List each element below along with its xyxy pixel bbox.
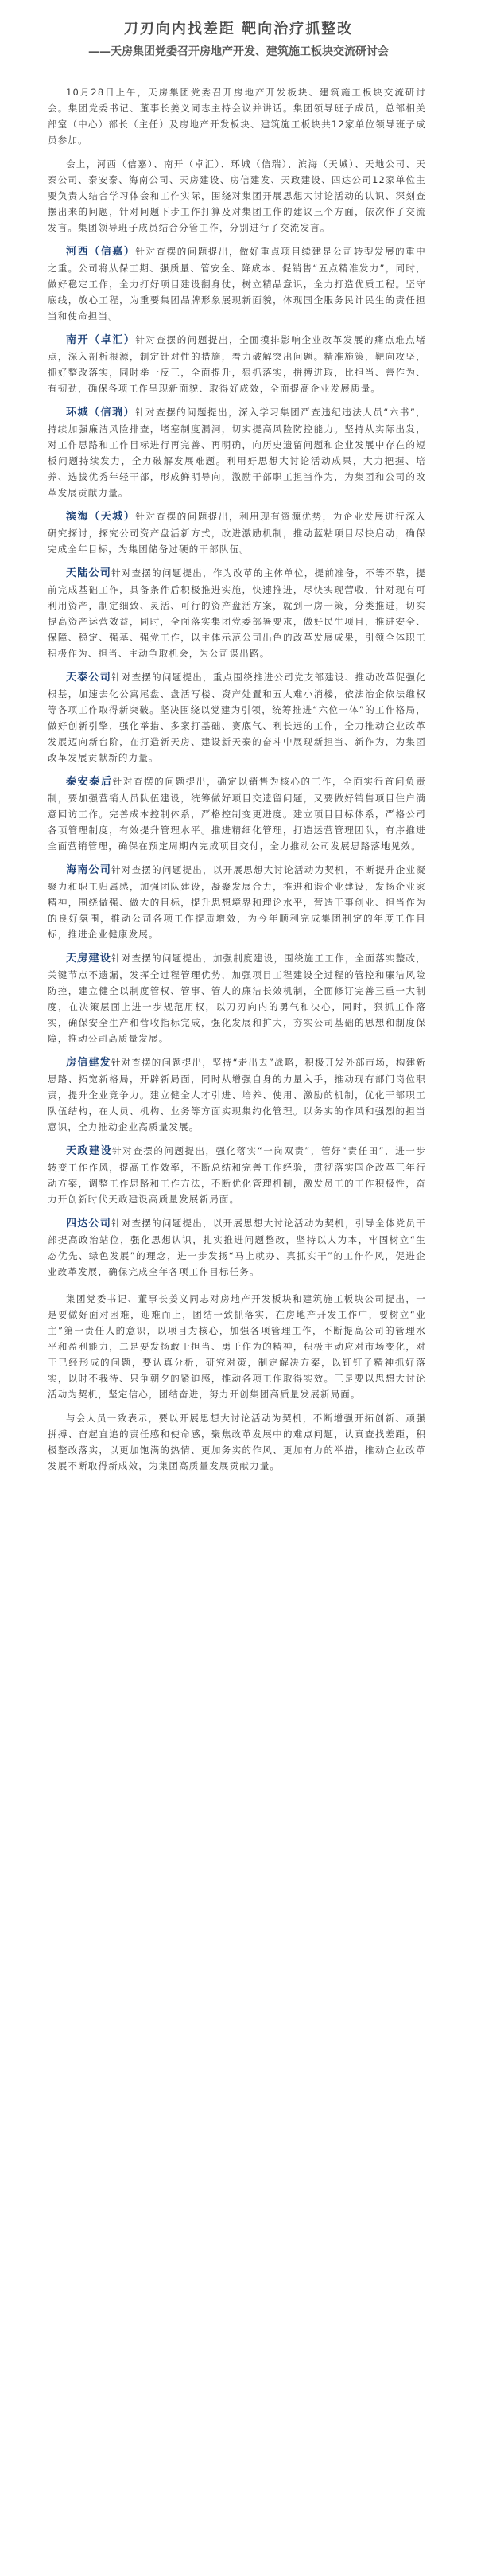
section-paragraph bbox=[48, 404, 426, 501]
section-text: 针对查摆的问题提出，全面摸排影响企业改革发展的痛点难点堵点，深入剖析根源，制定针对性的措施，着力破解突出问题。精准施策，靶向攻坚，抓好整改落实，同时举一反三，全面提升，狠抓落实，拼搏进取，比担当、善作为、有韧劲，确保各项工作呈现新面貌、取得好成效，全面提高企业发展质量。 bbox=[48, 334, 426, 394]
article-title: 刀刃向内找差距 靶向治疗抓整改 bbox=[123, 21, 354, 37]
section-paragraph bbox=[48, 774, 426, 854]
section-paragraph bbox=[48, 1054, 426, 1135]
section-text: 针对查摆的问题提出，深入学习集团严查违纪违法人员“六书”，持续加强廉洁风险排查，堵塞制度漏洞，切实提高风险防控能力。坚持从实际出发，对工作思路和工作目标进行再完善、再明确，向历史遗留问题和企业发展中存在的短板问题持续发力，全力破解发展难题。利用好思想大讨论活动成果，大力把握、培养、选拔优秀年轻干部，形成鲜明导向，激励干部职工担当作为，为集团和公司的改革发展贡献力量。 bbox=[48, 407, 427, 498]
org-name: 泰安泰后 bbox=[66, 776, 113, 788]
section-paragraph bbox=[48, 509, 426, 557]
section-text: 针对查摆的问题提出，强化落实“一岗双责”，管好“责任田”，进一步转变工作作风，提高工作效率，不断总结和完善工作经验，贯彻落实国企改革三年行动方案，调整工作思路和工作方法，不断优化管理机制，激发员工的工作积极性，奋力开创新时代天政建设高质量发展新局面。 bbox=[48, 1145, 426, 1205]
section-paragraph bbox=[48, 1143, 426, 1207]
org-name: 天政建设 bbox=[66, 1145, 113, 1157]
section-paragraph bbox=[48, 669, 426, 766]
closing-paragraph: 集团党委书记、董事长姜义同志对房地产开发板块和建筑施工板块公司提出，一是要做好面对困难，迎难而上，团结一致抓落实，在房地产开发工作中，要树立“业主”第一责任人的意识，以项目为核心，加强各项管理工作，不断提高公司的管理水平和盈利能力，二是要发扬敢于担当、勇于作为的精神，积极主动应对市场变化，对于已经形成的问题，要认真分析，研究对策，制定解决方案，以钉钉子精神抓好落实，以时不我待、只争朝夕的紧迫感，推动各项工作取得实效。三是要以思想大讨论活动为契机，坚定信心，团结奋进，努力开创集团高质量发展新局面。 bbox=[48, 1293, 426, 1400]
article-subtitle: ——天房集团党委召开房地产开发、建筑施工板块交流研讨会 bbox=[88, 45, 389, 58]
section-paragraph bbox=[48, 244, 426, 324]
org-name: 天房建设 bbox=[66, 953, 112, 965]
intro-paragraph: 会上，河西（信嘉）、南开（卓汇）、环城（信瑞）、滨海（天城）、天地公司、天泰公司、泰安泰、海南公司、天房建设、房信建发、天政建设、四达公司12家单位主要负责人结合学习体会和工作实际，围绕对集团开展思想大讨论活动的认识、深刻查摆出来的问题，针对问题下步工作打算及对集团工作的建议三个方面，依次作了交流发言。集团领导班子成员结合分管工作，分别进行了交流发言。 bbox=[48, 158, 426, 233]
section-text: 针对查摆的问题提出，利用现有资源优势，为企业发展进行深入研究探讨，探究公司资产盘活新方式，改进激励机制，推动蓝粘项目尽快启动，确保完成全年目标，为集团储备过硬的干部队伍。 bbox=[48, 511, 426, 555]
section-paragraph bbox=[48, 862, 426, 942]
org-name: 环城（信瑞） bbox=[66, 407, 136, 419]
org-name: 天泰公司 bbox=[66, 672, 112, 684]
section-text: 针对查摆的问题提出，确定以销售为核心的工作，全面实行首问负责制，要加强营销人员队伍建设，统筹做好项目交遗留问题，又要做好销售项目住户满意回访工作。完善成本控制体系，严格控制变更进度。建立项目目标体系，严格公司各项管理制度，有效提升管理水平。推进精细化管理，打造运营管理团队，有序推进全面营销管理，确保在预定周期内完成项目交付，全力推动公司发展思路落地见效。 bbox=[48, 776, 426, 852]
org-name: 天陆公司 bbox=[66, 567, 112, 579]
section-text: 针对查摆的问题提出，以开展思想大讨论活动为契机，引导全体党员干部提高政治站位，强化思想认识，扎实推进问题整改，坚持以人为本，牢固树立“生态优先、绿色发展”的理念，进一步发扬“马上就办、真抓实干”的工作作风，促进企业改革发展，确保完成全年各项工作目标任务。 bbox=[48, 1218, 426, 1277]
section-paragraph bbox=[48, 332, 426, 396]
section-paragraph bbox=[48, 950, 426, 1046]
org-name: 海南公司 bbox=[66, 864, 112, 876]
org-name: 四达公司 bbox=[66, 1218, 112, 1230]
section-text: 针对查摆的问题提出，重点围绕推进公司党支部建设、推动改革促强化根基，加速去化公寓尾盘、盘活写楼、资产处置和五大难小消楼，依法治企依法维权等各项工作取得新突破。坚决围绕以党建为引领，统筹推进“六位一体”的工作格局，做好创新引擎，强化举措、多案打基础、赛底气、利长远的工作，全力推动企业改革发展迈向新台阶，在打造新天房、建设新天泰的奋斗中展现新担当、新作为，为集团改革发展贡献新的力量。 bbox=[48, 672, 426, 763]
org-name: 南开（卓汇） bbox=[66, 334, 136, 346]
intro-paragraph: 10月28日上午，天房集团党委召开房地产开发板块、建筑施工板块交流研讨会。集团党委书记、董事长姜义同志主持会议并讲话。集团领导班子成员，总部相关部室（中心）部长（主任）及房地产开发板块、建筑施工板块共12家单位领导班子成员参加。 bbox=[48, 87, 426, 146]
section-text: 针对查摆的问题提出，作为改革的主体单位，提前准备，不等不靠，提前完成基础工作，具备条件后积极推进实施，快速推进，尽快实现营收，针对现有可利用资产，制定细致、灵活、可行的资产盘活方案，就到一房一策，分类推进，切实提高资产运营效益，同时，全面落实集团党委部署要求，做好民生项目，推进安全、保障、稳定、强基、强党工作，以主体示范公司出色的改革发展成果，引领全体职工积极作为、担当、主动争取机会，为公司谋出路。 bbox=[48, 567, 426, 659]
section-text: 针对查摆的问题提出，做好重点项目续建是公司转型发展的重中之重。公司将从保工期、强质量、管安全、降成本、促销售“五点精准发力”，同时，做好稳定工作，全力打好项目建设翻身仗，树立精品意识，全力打造优质工程。坚守底线，放心工程，为重要集团品牌形象展现新面貌，体现国企服务民计民生的责任担当和使命担当。 bbox=[48, 246, 426, 322]
section-text: 针对查摆的问题提出，加强制度建设，围绕施工工作，全面落实整改，关键节点不遗漏，发挥全过程管理优势，加强项目工程建设全过程的管控和廉洁风险防控，建立健全以制度管权、管事、管人的廉洁长效机制，全面修订完善三重一大制度，在决策层面上进一步规范用权，以刀刃向内的勇气和决心，同时，狠抓工作落实，确保安全生产和营收指标完成，强化发展和扩大，夯实公司基础的思想和制度保障，推动公司高质量发展。 bbox=[48, 953, 426, 1044]
org-name: 房信建发 bbox=[66, 1057, 111, 1069]
org-name: 滨海（天城） bbox=[66, 511, 136, 523]
section-text: 针对查摆的问题提出，以开展思想大讨论活动为契机，不断提升企业凝聚力和职工归属感，加强团队建设，凝聚发展合力，推进和谐企业建设，发扬企业家精神，围绕做强、做大的目标，提升思想境界和理论水平，营造干事创业、担当作为的良好氛围，推动公司各项工作提质增效，为今年顺利完成集团制定的年度工作目标，推进企业健康发展。 bbox=[48, 864, 426, 940]
article-body bbox=[0, 84, 477, 1474]
closing-paragraph: 与会人员一致表示，要以开展思想大讨论活动为契机，不断增强开拓创新、顽强拼搏、奋起直追的责任感和使命感，聚焦改革发展中的难点问题，认真查找差距，积极整改落实，以更加饱满的热情、更加务实的作风、更加有力的举措，推动企业改革发展不断取得新成效，为集团高质量发展贡献力量。 bbox=[48, 1413, 426, 1471]
section-text: 针对查摆的问题提出，坚持“走出去”战略，积极开发外部市场，构建新思路、拓宽新格局，开辟新局面，同时从增强自身的力量入手，推动现有部门岗位职责，提升企业竞争力。建立健全人才引进、培养、使用、激励的机制，优化干部职工队伍结构，在人员、机构、业务等方面实现集约化管理。以务实的作风和强烈的担当意识，全力推动企业高质量发展。 bbox=[48, 1057, 426, 1132]
org-name: 河西（信嘉） bbox=[66, 246, 136, 258]
section-paragraph bbox=[48, 565, 426, 661]
section-paragraph bbox=[48, 1215, 426, 1280]
